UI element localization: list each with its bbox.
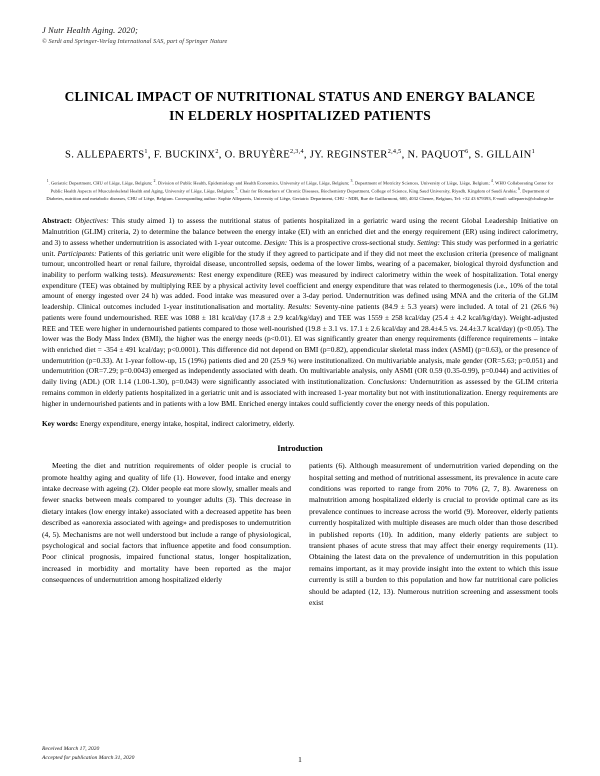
abstract-participants-label: Participants:: [57, 248, 97, 258]
keywords: [42, 419, 558, 428]
body-columns: [42, 460, 558, 608]
received-date: Received March 17, 2020: [42, 746, 100, 753]
keywords-text: Energy expenditure, energy intake, hospital, indirect calorimetry, elderly.: [79, 419, 295, 429]
page-number: 1: [298, 755, 302, 764]
introduction-heading: Introduction: [277, 444, 323, 454]
column-left: [42, 460, 291, 608]
abstract-label: Abstract:: [42, 216, 72, 226]
abstract-measurements-label: Measurements:: [150, 269, 196, 279]
abstract-results: Seventy-nine patients (84.9 ± 5.3 years) were included. A total of 21 (26.6 %) patients were found undernourished. REE was 1088 ± 181 kcal/day (17.8 ± 2.9 kcal/kg/day) and TEE was 1559 ± 258 kcal/day (25.4 ± 4.2 kcal/kg/day). Weight-adjusted REE and TEE were higher in undernourished patients compared to those well-nourished (19.8 ± 3.1 vs. 17.1 ± 2.6 kcal/day and 28.4±4.5 vs. 24.4±3.7 kcal/day) (p<0.05). The lower was the Body Mass Index (BMI), the higher was the energy needs (p<0.01). EI was significantly greater than energy requirements (difference requirements – intake with enriched diet = -354 ± 491 kcal/day; p<0.0001). This difference did not depend on BMI (p=0.82), appendicular skeletal mass index (ASMI) (p=0.63), or the presence of undernutrition (p=0.33). At 1-year follow-up, 15 (19%) patients died and 20 (25.9 %) were institutionalized. On multivariable analysis, male gender (OR=5.63; p=0.051) and undernutrition (OR=7.29; p=0.0043) emerged as independently associated with death. On multivariable analysis, only ASMI (OR 0.59 (0.35-0.99), p=0.044) and activities of daily living (ADL) (OR 1.14 (1.00-1.30), p=0.043) were significantly associated with institutionalization.: [42, 302, 558, 387]
abstract-measurements: Rest energy expenditure (REE) was measured by indirect calorimetry within the week of hospitalization. Total energy expenditure (TEE) was obtained by multiplying REE by a physical activity level coefficient and energy expenditure that was related to thermogenesis (i.e., 10% of the total amount of energy ingested over 24 h) was added. Food intake was measured over a 3-day period. Undernutrition was defined using MNA and the criteria of the GLIM leadership. Clinical outcomes included 1-year institutionalisation and mortality.: [42, 269, 559, 312]
abstract-participants: Patients of this geriatric unit were eligible for the study if they agreed to participate and if they did not meet the exclusion criteria (presence of malignant tumour, uncontrolled heart or renal failure, thyroidal disease, uncontrolled sepsis, oedema of the lower limbs, wearing of a pacemaker, biological thyroid dysfunction and inability to perform walking tests).: [42, 248, 559, 279]
intro-paragraph-continued: patients (6). Although measurement of undernutrition varied depending on the hospital setting and method of nutritional assessment, its prevalence in acute care conditions was reported to range from 20% to 70% (2, 7, 8). Awareness on malnutrition among hospitalized elderly is crucial to provide optimal care as its prevalence continues to increase across the world (9). Moreover, elderly patients currently hospitalized with multiple diseases are much older than those described in published reports (10). In addition, many elderly patients are subject to transient phases of acute stress that may affect their energy requirements (11). Obtaining the latest data on the prevalence of undernutrition in this population remains important, as it may provide insight into the extent to which this issue currently is still a burden to this population and how far nutritional care policies should be adapted (12, 13). Numerous nutrition screening and assessment tools exist: [309, 461, 558, 607]
page-title: [46, 87, 554, 126]
accepted-date: Accepted for publication March 31, 2020: [42, 754, 135, 761]
keywords-label: Key words:: [42, 419, 79, 429]
abstract-design: This is a prospective cross-sectional study.: [289, 237, 416, 247]
abstract-design-label: Design:: [263, 237, 288, 247]
affiliations: $^1$. Geriatric Department, CHU of Liège, Liège, Belgium; $^2$. Division of Public Health, Epidemiology and Health Economics, University of Liège, Liège, Belgium; $^3$. Department of Motricity Sciences, University of Liège, Liège, Belgium; $^4$. WHO Collaborating Center for Public Health Aspects of Musculoskeletal Health and Aging, University of Liège, Liège, Belgium; $^5$. Chair for Biomarkers of Chronic Diseases, Biochemistry Department, College of Science, King Saud University, Riyadh, Kingdom of Saudi Arabia; $^6$. Department of Diabetes, nutrition and metabolic diseases, CHU of Liège, Belgium. Corresponding author: Sophie Allepaerts, University of Liège, Geriatric Department, CHU - NDB, Rue de Gaillarmont, 600, 4032 Chenee, Belgium, Tel: +32 43 679393, E-mail: sallepaerts@chuliege.be: [46, 179, 554, 201]
title-line-2: IN ELDERLY HOSPITALIZED PATIENTS: [169, 108, 431, 124]
title-line-1: CLINICAL IMPACT OF NUTRITIONAL STATUS AND ENERGY BALANCE: [64, 89, 536, 104]
intro-paragraph: Meeting the diet and nutrition requirements of older people is crucial to promote healthy aging and quality of life (1). However, food intake and energy intake decrease with ageing (2). Older people eat more slowly, smaller meals and fewer snacks between meals compared to younger adults (3). This decrease in dietary intakes (low energy intake) associated with a decreased appetite has been described as «anorexia associated with ageing» and predisposes to undernutrition (4, 5). Mechanisms are not well understood but include a range of physiological, psychological and social factors that influence appetite and food consumption. Poor clinical prognosis, impaired functional status, longer hospitalization, increased in morbidity and mortality have been reported as the major consequences of undernutrition among hospitalized elderly: [42, 461, 291, 585]
abstract-setting: This study was performed in a geriatric unit.: [42, 237, 558, 258]
abstract-setting-label: Setting:: [416, 237, 440, 247]
abstract: [42, 216, 558, 409]
abstract-objectives: This study aimed 1) to assess the nutritional status of patients hospitalized in a geriatric ward using the recent Global Leadership Initiative on Malnutrition (GLIM) criteria, 2) to determine the balance between the energy intake (EI) with an enriched diet and the energy requirement (ER) using indirect calorimetry, and 3) to assess whether undernutrition is associated with 1-year outcome.: [42, 216, 558, 247]
abstract-conclusions-label: Conclusions:: [367, 377, 407, 387]
abstract-objectives-label: Objectives:: [75, 216, 109, 226]
abstract-results-label: Results:: [287, 302, 312, 312]
abstract-conclusions: Undernutrition as assessed by the GLIM criteria remains common in elderly patients hospitalized in a geriatric unit and is associated with increased 1-year mortality but not with institutionalization. Energy requirements are higher in undernourished patients and in patients with a low BMI. Enriched energy intakes could sufficiently cover the energy needs of this population.: [42, 377, 558, 408]
publisher-line: © Serdi and Springer-Verlag International SAS, part of Springer Nature: [42, 38, 228, 45]
author-list: S. ALLEPAERTS$^1$, F. BUCKINX$^2$, O. BRUYÈRE$^{2,3,4}$, JY. REGINSTER$^{2,4,5}$, N. PAQUOT$^6$, S. GILLAIN$^1$: [65, 147, 535, 161]
journal-reference: J Nutr Health Aging. 2020;: [42, 26, 139, 35]
column-right: [309, 460, 558, 608]
